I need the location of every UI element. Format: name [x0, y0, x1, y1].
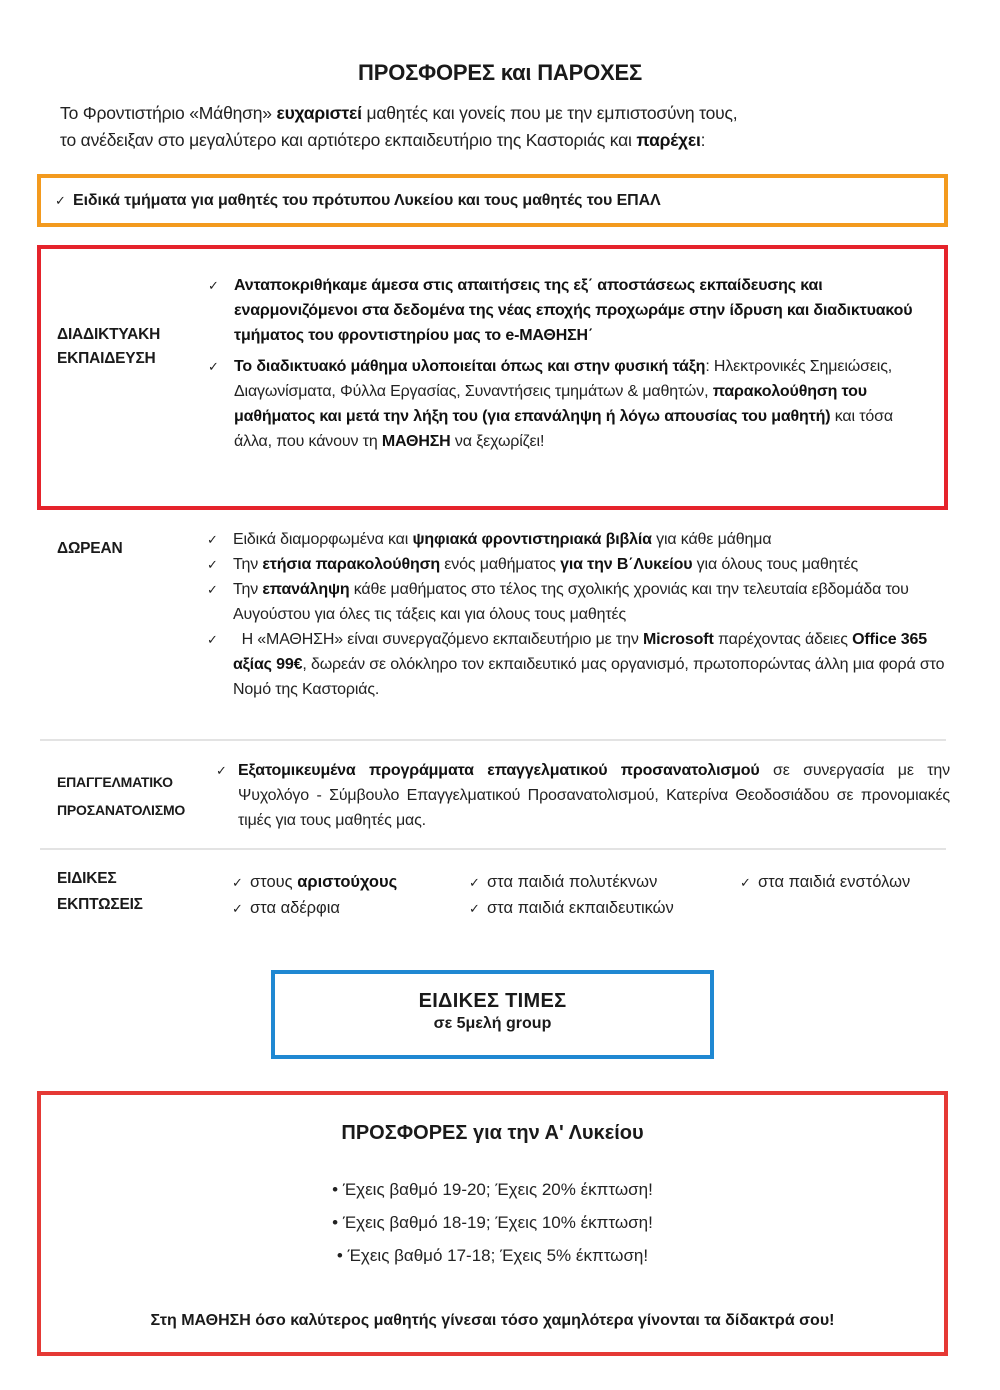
- item-bold-text: για την Β΄Λυκείου: [560, 556, 693, 573]
- offers-list: [41, 1173, 944, 1272]
- offers-title: ΠΡΟΣΦΟΡΕΣ για την Α' Λυκείου: [341, 1122, 644, 1144]
- special-classes-text: Ειδικά τμήματα για μαθητές του πρότυπου Λυκείου και τους μαθητές του ΕΠΑΛ: [73, 192, 661, 209]
- special-prices-subtitle: σε 5μελή group: [433, 1015, 552, 1032]
- item-text: για κάθε μάθημα: [651, 531, 772, 548]
- check-icon: ✓: [469, 875, 480, 890]
- item-text: παρέχοντας άδειες: [713, 631, 853, 648]
- bullet-icon: •: [332, 1180, 339, 1199]
- item-text: Η «ΜΑΘΗΣΗ» είναι συνεργαζόμενο εκπαιδευτήριο με την: [233, 631, 643, 648]
- offers-closing: Στη ΜΑΘΗΣΗ όσο καλύτερος μαθητής γίνεσαι τόσο χαμηλότερα γίνονται τα δίδακτρά σου!: [150, 1312, 835, 1329]
- check-icon: ✓: [740, 875, 751, 890]
- discount-item: [232, 869, 397, 896]
- item-bold-text: Το διαδικτυακό μάθημα υλοποιείται όπως και στην φυσική τάξη: [234, 358, 706, 375]
- label-line: ΠΡΟΣΑΝΑΤΟΛΙΣΜΟ: [57, 802, 186, 818]
- career-list: [216, 758, 950, 833]
- item-text: σε συνεργασία με την Ψυχολόγο - Σύμβουλο Επαγγελματικού Προσανατολισμού, Κατερίνα Θεοδοσιάδου σε προνομιακές τιμές για τους μαθητές μας.: [238, 762, 951, 829]
- list-item: [207, 527, 952, 552]
- special-classes-item: [55, 192, 661, 210]
- item-text: για όλους τους μαθητές: [692, 556, 859, 573]
- check-icon: ✓: [207, 582, 218, 597]
- label-line: ΕΙΔΙΚΕΣ: [57, 870, 117, 887]
- discount-item: [469, 869, 657, 896]
- intro-text: το ανέδειξαν στο μεγαλύτερο και αρτιότερο εκπαιδευτήριο της Καστοριάς και: [60, 130, 637, 150]
- discounts-label: [57, 866, 143, 918]
- item-text: στα παιδιά εκπαιδευτικών: [487, 899, 674, 917]
- special-prices-title: ΕΙΔΙΚΕΣ ΤΙΜΕΣ: [418, 990, 567, 1012]
- free-label: ΔΩΡΕΑΝ: [57, 540, 123, 557]
- offer-item: [41, 1239, 944, 1272]
- item-bold-text: παρακολούθηση του μαθήματος και μετά την λήξη του (για επανάληψη ή λόγω απουσίας του μαθητή): [234, 383, 867, 425]
- check-icon: ✓: [232, 901, 243, 916]
- list-item: [207, 577, 952, 627]
- label-line: ΕΠΑΓΓΕΛΜΑΤΙΚΟ: [57, 774, 173, 790]
- check-icon: ✓: [469, 901, 480, 916]
- item-bold-text: Ανταποκριθήκαμε άμεσα στις απαιτήσεις της εξ΄ αποστάσεως εκπαίδευσης και εναρμονιζόμενοι στα δεδομένα της νέας εποχής προχωράμε στην ίδρυση και διαδικτυακού τμήματος του φροντιστηρίου μας το e-ΜΑΘΗΣΗ΄: [234, 277, 913, 344]
- check-icon: ✓: [207, 632, 218, 647]
- item-bold-text: ετήσια παρακολούθηση: [262, 556, 441, 573]
- check-icon: ✓: [207, 557, 218, 572]
- offer-text: Έχεις βαθμό 17-18; Έχεις 5% έκπτωση!: [347, 1246, 649, 1265]
- online-education-label: [57, 323, 160, 371]
- item-bold-text: Microsoft: [643, 631, 714, 648]
- item-text: : Ηλεκτρονικές Σημειώσεις, Διαγωνίσματα, Φύλλα Εργασίας, Συναντήσεις τμημάτων & μαθητών,: [234, 358, 893, 400]
- check-icon: ✓: [208, 359, 219, 374]
- section-divider: [40, 848, 946, 850]
- offer-text: Έχεις βαθμό 18-19; Έχεις 10% έκπτωση!: [342, 1213, 653, 1232]
- online-education-box: [37, 245, 948, 510]
- check-icon: ✓: [232, 875, 243, 890]
- item-bold-text: Office 365 αξίας 99€: [233, 631, 928, 673]
- item-text: στους: [250, 873, 298, 891]
- offer-text: Έχεις βαθμό 19-20; Έχεις 20% έκπτωση!: [342, 1180, 653, 1199]
- item-text: και τόσα άλλα, που κάνουν τη: [234, 408, 893, 450]
- label-line: ΔΙΑΔΙΚΤΥΑΚΗ: [57, 326, 161, 343]
- bullet-icon: •: [336, 1246, 343, 1265]
- offers-box: [37, 1091, 948, 1356]
- intro-bold-provides: παρέχει: [636, 130, 701, 150]
- intro-text: Το Φροντιστήριο «Μάθηση»: [60, 103, 277, 123]
- item-text: Την: [233, 556, 263, 573]
- discount-item: [740, 869, 910, 896]
- free-list: [207, 527, 952, 702]
- item-text: στα παιδιά πολυτέκνων: [487, 873, 658, 891]
- list-item: [207, 627, 952, 702]
- bullet-icon: •: [332, 1213, 339, 1232]
- intro-paragraph: [60, 100, 940, 154]
- intro-text: μαθητές και γονείς που με την εμπιστοσύνη τους,: [361, 103, 738, 123]
- check-icon: ✓: [207, 532, 218, 547]
- list-item: [208, 354, 928, 454]
- item-text: , δωρεάν σε ολόκληρο τον εκπαιδευτικό μας οργανισμό, πρωτοπορώντας άλλη μια φορά στο Νομό της Καστοριάς.: [233, 656, 945, 698]
- discount-item: [469, 895, 674, 922]
- label-line: ΕΚΠΑΙΔΕΥΣΗ: [57, 350, 156, 367]
- intro-text: :: [700, 130, 706, 150]
- offer-item: [41, 1173, 944, 1206]
- item-bold-text: αριστούχους: [297, 873, 398, 891]
- item-bold-text: ψηφιακά φροντιστηριακά βιβλία: [412, 531, 652, 548]
- item-text: ενός μαθήματος: [440, 556, 561, 573]
- online-education-list: [208, 273, 928, 454]
- list-item: [208, 273, 928, 348]
- item-text: στα παιδιά ενστόλων: [758, 873, 911, 891]
- check-icon: ✓: [208, 278, 219, 293]
- intro-bold-thanks: ευχαριστεί: [276, 103, 362, 123]
- special-classes-box: [37, 174, 948, 227]
- item-bold-text: ΜΑΘΗΣΗ: [381, 433, 451, 450]
- check-icon: ✓: [216, 763, 227, 778]
- offer-item: [41, 1206, 944, 1239]
- item-text: Ειδικά διαμορφωμένα και: [233, 531, 413, 548]
- item-text: κάθε μαθήματος στο τέλος της σχολικής χρονιάς και την τελευταία εβδομάδα του Αυγούστου για όλες τις τάξεις και για όλους τους μαθητές: [233, 581, 909, 623]
- item-text: να ξεχωρίζει!: [450, 433, 545, 450]
- label-line: ΕΚΠΤΩΣΕΙΣ: [57, 896, 143, 913]
- discount-item: [232, 895, 340, 922]
- item-text: στα αδέρφια: [250, 899, 340, 917]
- item-bold-text: Εξατομικευμένα προγράμματα επαγγελματικού προσανατολισμού: [238, 762, 760, 779]
- item-text: Την: [233, 581, 263, 598]
- section-divider: [40, 739, 946, 741]
- item-bold-text: επανάληψη: [262, 581, 350, 598]
- list-item: [207, 552, 952, 577]
- list-item: [216, 758, 950, 833]
- career-label: [57, 768, 185, 824]
- page-title: ΠΡΟΣΦΟΡΕΣ και ΠΑΡΟΧΕΣ: [358, 60, 642, 85]
- check-icon: ✓: [55, 193, 66, 208]
- special-prices-box: [271, 970, 714, 1059]
